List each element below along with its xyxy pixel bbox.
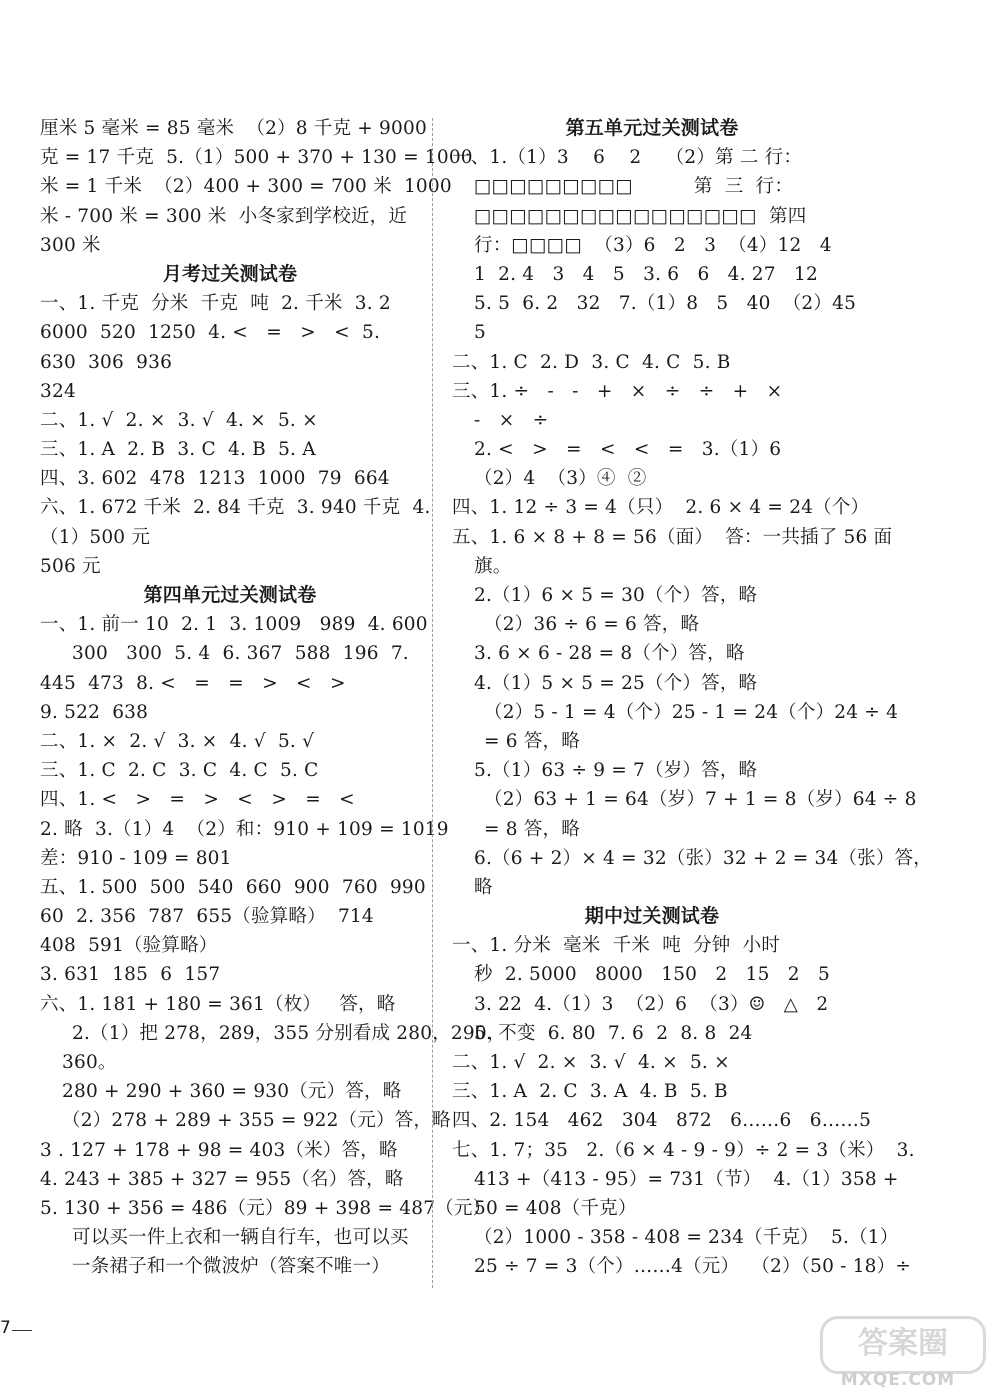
answer-line: 5. 不变 6. 80 7. 6 2 8. 8 24 xyxy=(474,1022,753,1044)
answer-line: = 6 答，略 xyxy=(484,730,580,752)
answer-line: 秒 2. 5000 8000 150 2 15 2 5 xyxy=(474,964,830,986)
answer-line: 6000 520 1250 4. < = > < 5. xyxy=(40,322,381,344)
answer-line: 一条裙子和一个微波炉（答案不唯一） xyxy=(72,1256,390,1278)
answer-line: （2）1000 - 358 - 408 = 234（千克） 5.（1） xyxy=(474,1227,899,1249)
answer-line: 3 . 127 + 178 + 98 = 403（米）答，略 xyxy=(40,1139,398,1161)
answer-line: 四、2. 154 462 304 872 6……6 6……5 xyxy=(452,1110,872,1132)
column-divider xyxy=(432,118,433,1288)
section-title: 第四单元过关测试卷 xyxy=(143,584,317,606)
answer-line: - × ÷ xyxy=(474,409,549,431)
answer-line: 七、1. 7；35 2.（6 × 4 - 9 - 9）÷ 2 = 3（米） 3. xyxy=(452,1139,915,1161)
answer-line: 厘米 5 毫米 = 85 毫米 （2）8 千克 + 9000 xyxy=(40,118,427,139)
answer-line: （2）36 ÷ 6 = 6 答，略 xyxy=(484,614,700,636)
answer-line: 米 = 1 千米 （2）400 + 300 = 700 米 1000 xyxy=(40,176,452,198)
answer-line: 二、1. × 2. √ 3. × 4. √ 5. √ xyxy=(40,730,315,752)
answer-line: 二、1. C 2. D 3. C 4. C 5. B xyxy=(452,351,731,373)
watermark xyxy=(808,1316,988,1396)
answer-line: （2）278 + 289 + 355 = 922（元）答，略 xyxy=(62,1110,451,1132)
answer-line: 3. 631 185 6 157 xyxy=(40,964,221,986)
answer-line: 2. < > = < < = 3.（1）6 xyxy=(474,439,782,461)
answer-line: 三、1. A 2. B 3. C 4. B 5. A xyxy=(40,439,316,461)
answer-line: 五、1. 6 × 8 + 8 = 56（面） 答：一共插了 56 面 xyxy=(452,526,893,548)
answer-line: 506 元 xyxy=(40,555,101,577)
answer-line: （2）63 + 1 = 64（岁）7 + 1 = 8（岁）64 ÷ 8 xyxy=(484,789,917,811)
answer-line: 五、1. 500 500 540 660 900 760 990 xyxy=(40,876,426,898)
answer-line: 三、1. C 2. C 3. C 4. C 5. C xyxy=(40,760,319,782)
answer-line: 280 + 290 + 360 = 930（元）答，略 xyxy=(62,1081,402,1103)
answer-line: 9. 522 638 xyxy=(40,701,149,723)
answer-line: 差：910 - 109 = 801 xyxy=(40,847,232,869)
left-column xyxy=(40,114,506,1282)
answer-line: 3. 6 × 6 - 28 = 8（个）答，略 xyxy=(474,643,745,665)
answer-line: 三、1. A 2. C 3. A 4. B 5. B xyxy=(452,1081,728,1103)
answer-line: 略 xyxy=(474,876,493,898)
answer-line: 四、1. 12 ÷ 3 = 4（只） 2. 6 × 4 = 24（个） xyxy=(452,497,870,519)
answer-line: 可以买一件上衣和一辆自行车，也可以买 xyxy=(72,1227,409,1249)
watermark-url: MXQE.COM xyxy=(840,1370,956,1390)
answer-line: 413 +（413 - 95）= 731（节） 4.（1）358 + xyxy=(474,1168,899,1190)
answer-line: 60 2. 356 787 655（验算略） 714 xyxy=(40,906,374,928)
answer-line: = 8 答，略 xyxy=(484,818,580,840)
answer-line: 4. 243 + 385 + 327 = 955（名）答，略 xyxy=(40,1168,404,1190)
answer-line: 630 306 936 xyxy=(40,351,173,373)
answer-line: 一、1.（1）3 6 2 （2）第 二 行： xyxy=(452,147,803,169)
answer-line: 5.（1）63 ÷ 9 = 7（岁）答，略 xyxy=(474,760,758,782)
answer-line: 2.（1）6 × 5 = 30（个）答，略 xyxy=(474,585,758,606)
section-title: 月考过关测试卷 xyxy=(162,262,298,285)
answer-line: □□□□□□□□□ 第 三 行： xyxy=(474,176,794,198)
section-title: 第五单元过关测试卷 xyxy=(565,117,739,139)
answer-line: 三、1. ÷ - - + × ÷ ÷ + × xyxy=(452,380,783,402)
answer-line: 旗。 xyxy=(474,555,512,577)
answer-line: 50 = 408（千克） xyxy=(474,1197,637,1219)
answer-line: 米 - 700 米 = 300 米 小冬家到学校近，近 xyxy=(40,205,408,227)
answer-line: （1）500 元 xyxy=(40,526,151,548)
answer-line: 5. 5 6. 2 32 7.（1）8 5 40 （2）45 xyxy=(474,293,857,315)
answer-line: 克 = 17 千克 5.（1）500 + 370 + 130 = 1000 xyxy=(40,147,473,169)
answer-line: 二、1. √ 2. × 3. √ 4. × 5. × xyxy=(40,409,318,431)
answer-line: 一、1. 分米 毫米 千米 吨 分钟 小时 xyxy=(452,935,781,957)
answer-line: 300 300 5. 4 6. 367 588 196 7. xyxy=(72,643,409,665)
answer-line: 2. 略 3.（1）4 （2）和：910 + 109 = 1019 xyxy=(40,818,449,840)
answer-line: 六、1. 181 + 180 = 361（枚） 答，略 xyxy=(40,993,396,1015)
answer-line: 一、1. 千克 分米 千克 吨 2. 千米 3. 2 xyxy=(40,293,391,315)
answer-line: 300 米 xyxy=(40,234,101,256)
answer-line: 360。 xyxy=(62,1052,117,1073)
answer-line: （2）5 - 1 = 4（个）25 - 1 = 24（个）24 ÷ 4 xyxy=(484,701,899,723)
answer-line: 3. 22 4.（1）3 （2）6 （3）☺ △ 2 xyxy=(474,993,829,1015)
page-number: 7 xyxy=(0,1318,11,1338)
answer-line: 445 473 8. < = = > < > xyxy=(40,672,346,694)
right-column xyxy=(452,114,932,1282)
answer-line: 4.（1）5 × 5 = 25（个）答，略 xyxy=(474,672,758,694)
answer-line: 25 ÷ 7 = 3（个）……4（元） （2）（50 - 18）÷ xyxy=(474,1256,912,1278)
answer-line: 324 xyxy=(40,380,76,402)
answer-line: 四、1. < > = > < > = < xyxy=(40,789,355,811)
section-title: 期中过关测试卷 xyxy=(584,905,720,928)
answer-line: 二、1. √ 2. × 3. √ 4. × 5. × xyxy=(452,1052,730,1073)
answer-line: 5 xyxy=(474,322,486,344)
watermark-logo: 答案圈 xyxy=(820,1316,986,1374)
answer-line: 行：□□□□ （3）6 2 3 （4）12 4 xyxy=(474,234,832,256)
answer-line: 2.（1）把 278，289，355 分别看成 280，290， xyxy=(72,1022,506,1044)
answer-line: （2）4 （3）④ ② xyxy=(474,468,647,490)
answer-line: 408 591（验算略） xyxy=(40,935,218,957)
page-number-rule xyxy=(12,1330,32,1331)
answer-line: 四、3. 602 478 1213 1000 79 664 xyxy=(40,468,390,490)
answer-line: □□□□□□□□□□□□□□□□ 第四 xyxy=(474,205,807,227)
answer-line: 六、1. 672 千米 2. 84 千克 3. 940 千克 4. xyxy=(40,497,431,519)
answer-line: 5. 130 + 356 = 486（元）89 + 398 = 487（元） xyxy=(40,1197,492,1219)
answer-line: 6.（6 + 2）× 4 = 32（张）32 + 2 = 34（张）答， xyxy=(474,847,932,869)
answer-line: 一、1. 前一 10 2. 1 3. 1009 989 4. 600 xyxy=(40,614,428,636)
answer-line: 1 2. 4 3 4 5 3. 6 6 4. 27 12 xyxy=(474,263,818,285)
